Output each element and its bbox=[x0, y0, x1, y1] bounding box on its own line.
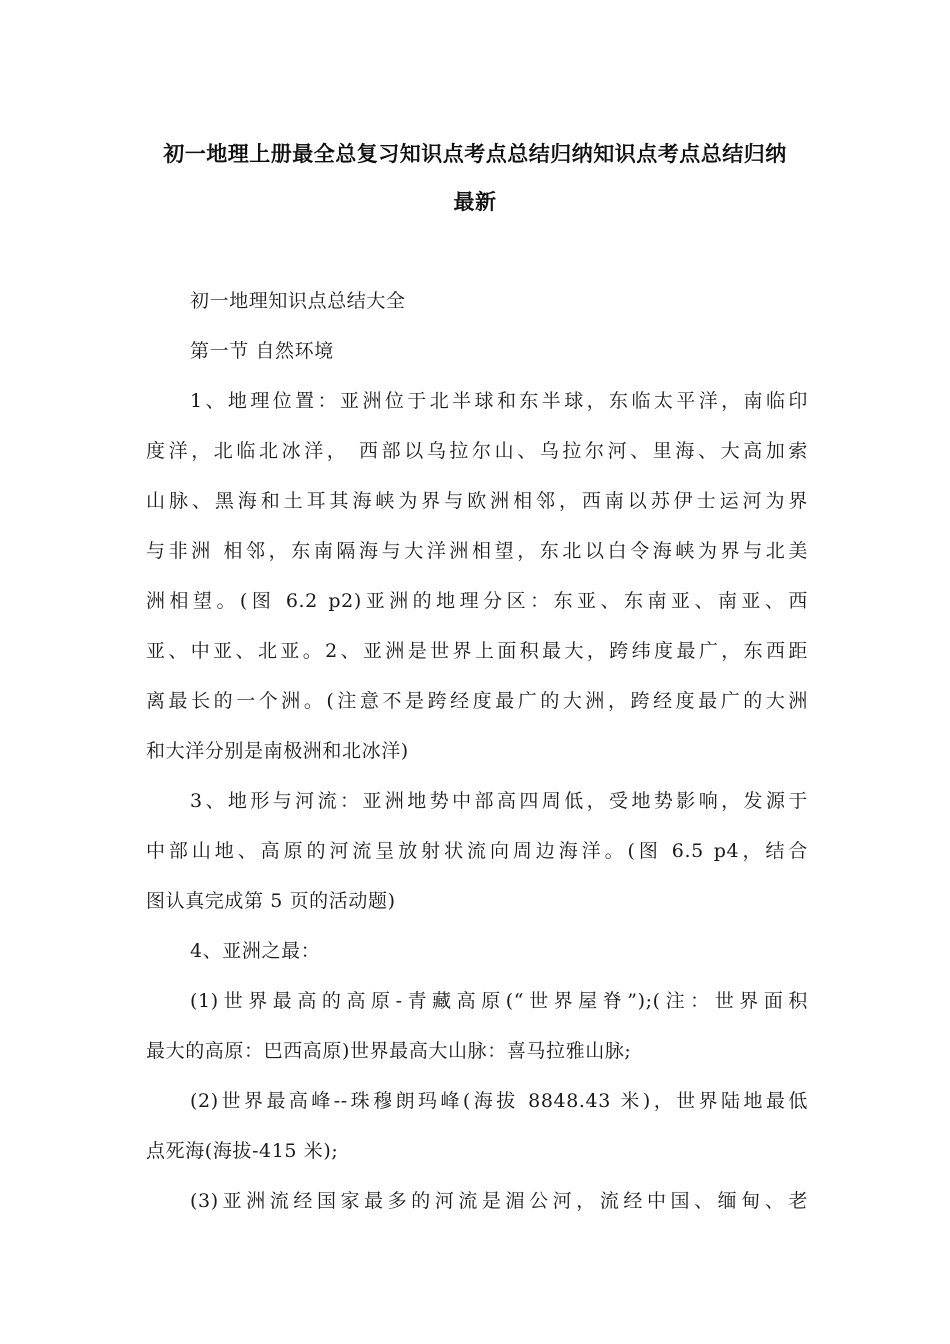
paragraph-line: 点死海(海拔-415 米); bbox=[146, 1140, 339, 1162]
paragraph-line: 度洋，北临北冰洋， 西部以乌拉尔山、乌拉尔河、里海、大高加索 bbox=[146, 440, 808, 462]
paragraph-line: (3)亚洲流经国家最多的河流是湄公河，流经中国、缅甸、老 bbox=[190, 1190, 808, 1212]
paragraph-line: 最大的高原：巴西高原)世界最高大山脉：喜马拉雅山脉; bbox=[146, 1040, 632, 1062]
paragraph-line: 与非洲 相邻，东南隔海与大洋洲相望，东北以白令海峡为界与北美 bbox=[146, 540, 808, 562]
paragraph-line: 和大洋分别是南极洲和北冰洋) bbox=[146, 740, 409, 762]
paragraph-line: (2)世界最高峰--珠穆朗玛峰(海拔 8848.43 米)，世界陆地最低 bbox=[190, 1090, 808, 1112]
document-title: 初一地理上册最全总复习知识点考点总结归纳知识点考点总结归纳 bbox=[163, 142, 787, 166]
paragraph-line: 中部山地、高原的河流呈放射状流向周边海洋。(图 6.5 p4，结合 bbox=[146, 840, 808, 862]
paragraph-line: 图认真完成第 5 页的活动题) bbox=[146, 890, 396, 912]
section-heading: 初一地理知识点总结大全 bbox=[190, 290, 406, 312]
subsection-heading: 第一节 自然环境 bbox=[190, 340, 334, 362]
paragraph-line: 亚、中亚、北亚。2、亚洲是世界上面积最大，跨纬度最广，东西距 bbox=[146, 640, 808, 662]
paragraph-line: 1、地理位置：亚洲位于北半球和东半球，东临太平洋，南临印 bbox=[190, 390, 808, 412]
paragraph-line: 4、亚洲之最： bbox=[190, 940, 321, 962]
paragraph-line: 离最长的一个洲。(注意不是跨经度最广的大洲，跨经度最广的大洲 bbox=[146, 690, 808, 712]
paragraph-line: 洲相望。(图 6.2 p2)亚洲的地理分区：东亚、东南亚、南亚、西 bbox=[146, 590, 808, 612]
paragraph-line: 山脉、黑海和土耳其海峡为界与欧洲相邻，西南以苏伊士运河为界 bbox=[146, 490, 808, 512]
paragraph-line: 3、地形与河流：亚洲地势中部高四周低，受地势影响，发源于 bbox=[190, 790, 808, 812]
paragraph-line: (1)世界最高的高原-青藏高原(“世界屋脊”);(注：世界面积 bbox=[190, 990, 808, 1012]
document-title-continued: 最新 bbox=[453, 190, 497, 214]
